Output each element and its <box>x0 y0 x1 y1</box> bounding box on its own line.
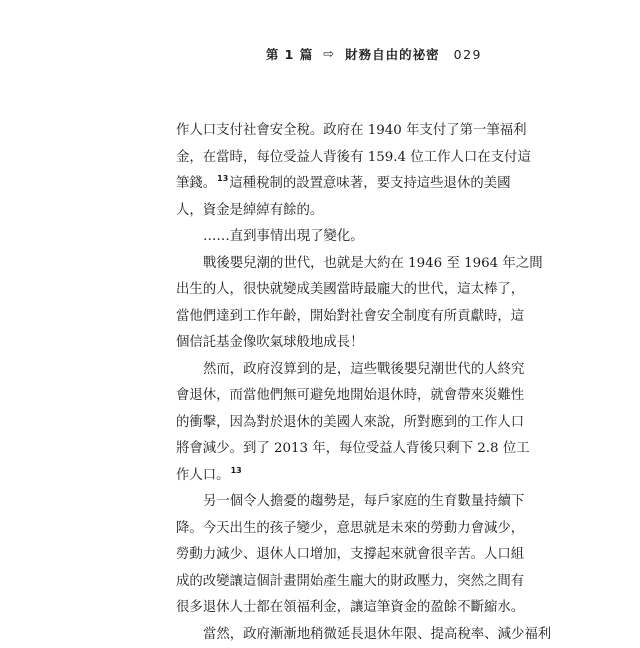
text-line: 金，在當時，每位受益人背後有 159.4 位工作人口在支付這 <box>176 145 488 172</box>
paragraph <box>176 118 488 224</box>
paragraph <box>176 622 488 648</box>
text-line: 勞動力減少、退休人口增加，支撐起來就會很辛苦。人口組 <box>176 542 488 569</box>
text-line: 另一個令人擔憂的趨勢是，每戶家庭的生育數量持續下 <box>176 489 488 516</box>
text-line: 出生的人，很快就變成美國當時最龐大的世代，這太棒了， <box>176 277 488 304</box>
text-line: 很多退休人士都在領福利金，讓這筆資金的盈餘不斷縮水。 <box>176 595 488 622</box>
paragraph <box>176 489 488 622</box>
text-line: 會退休，而當他們無可避免地開始退休時，就會帶來災難性 <box>176 383 488 410</box>
arrow-right-icon: ⇨ <box>323 47 335 62</box>
text-line <box>176 171 488 198</box>
text-line: 人，資金是綽綽有餘的。 <box>176 198 488 225</box>
footnote-marker: 13 <box>231 466 242 475</box>
page-number: 029 <box>454 47 482 62</box>
text-line: 戰後嬰兒潮的世代，也就是大約在 1946 至 1964 年之間 <box>176 251 488 278</box>
text-line <box>176 463 488 490</box>
paragraph <box>176 251 488 357</box>
text-line: ……直到事情出現了變化。 <box>176 224 488 251</box>
text-fragment: 這種稅制的設置意味著，要支持這些退休的美國 <box>229 176 510 191</box>
text-line: 個信託基金像吹氣球般地成長！ <box>176 330 488 357</box>
text-line: 成的改變讓這個計畫開始產生龐大的財政壓力，突然之間有 <box>176 569 488 596</box>
text-fragment: 筆錢。 <box>176 176 216 191</box>
text-line: 當他們達到工作年齡，開始對社會安全制度有所貢獻時，這 <box>176 304 488 331</box>
text-line: 當然，政府漸漸地稍微延長退休年限、提高稅率、減少福利 <box>176 622 488 648</box>
text-line: 然而，政府沒算到的是，這些戰後嬰兒潮世代的人終究 <box>176 357 488 384</box>
paragraph <box>176 357 488 490</box>
text-line: 降。今天出生的孩子變少，意思就是未來的勞動力會減少， <box>176 516 488 543</box>
part-label: 第 1 篇 <box>266 45 313 63</box>
text-line: 的衝擊，因為對於退休的美國人來說，所對應到的工作人口 <box>176 410 488 437</box>
footnote-marker: 13 <box>217 174 228 183</box>
chapter-title: 財務自由的祕密 <box>345 45 440 63</box>
paragraph <box>176 224 488 251</box>
text-line: 作人口支付社會安全稅。政府在 1940 年支付了第一筆福利 <box>176 118 488 145</box>
running-header <box>266 45 482 63</box>
text-fragment: 作人口。 <box>176 468 230 483</box>
text-line: 將會減少。到了 2013 年，每位受益人背後只剩下 2.8 位工 <box>176 436 488 463</box>
body-text <box>176 118 488 648</box>
